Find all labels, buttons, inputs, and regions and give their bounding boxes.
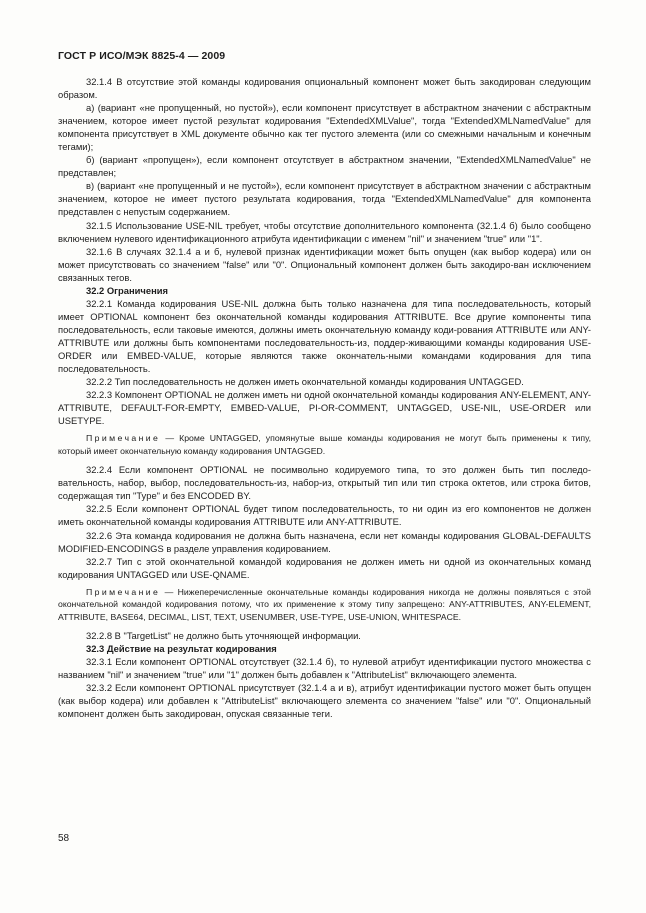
paragraph-32-1-4-a: а) (вариант «не пропущенный, но пустой»), если компонент присутствует в абстрактном значении с абстрактным значением, которое имеет пустой результат кодирования "ExtendedXMLValue", тогда "ExtendedXMLNamedValue" для компонента присутствует в XML документе обычно как тег пустого элемента (или со смежными начальным и конечным тегами);	[58, 102, 591, 153]
paragraph-32-2-1: 32.2.1 Команда кодирования USE-NIL должна быть только назначена для типа последовательность, который имеет OPTIONAL компонент без окончательной команды кодирования ATTRIBUTE. Все другие компоненты типа последовательность, если таковые имеются, должны иметь окончательную команду коди-рования ATTRIBUTE или ANY-ATTRIBUTE или должны быть компонентами последовательность-из, поддер-живающими команды кодирования USE-ORDER или EMBED-VALUE, которые являются также окончатель-ными командами кодирования для типа последовательность.	[58, 297, 591, 375]
document-body	[58, 75, 591, 721]
note-label: Примечание	[86, 433, 161, 444]
paragraph-32-2-2: 32.2.2 Тип последовательность не должен иметь окончательной команды кодирования UNTAGGED.	[86, 376, 524, 388]
paragraph-32-1-4-v: в) (вариант «не пропущенный и не пустой»), если компонент присутствует в абстрактном значении с абстрактным значением, которое не имеет пустого результата кодирования, тогда "ExtendedXMLNamedValue" для компонента представлен с непустым содержанием.	[58, 180, 591, 218]
paragraph-32-2-8: 32.2.8 В "TargetList" не должно быть уточняющей информации.	[86, 630, 361, 642]
note-2	[58, 586, 591, 624]
paragraph-32-2-5: 32.2.5 Если компонент OPTIONAL будет типом последовательность, то ни один из его компонентов не должен иметь окончательной команды кодирования ATTRIBUTE или ANY-ATTRIBUTE.	[58, 503, 591, 528]
paragraph-32-2-3: 32.2.3 Компонент OPTIONAL не должен иметь ни одной окончательной команды кодирования ANY-ELEMENT, ANY-ATTRIBUTE, DEFAULT-FOR-EMPTY, EMBED-VALUE, PI-OR-COMMENT, UNTAGGED, USE-NIL, USE-ORDER или USETYPE.	[58, 389, 591, 427]
paragraph-32-2-6: 32.2.6 Эта команда кодирования не должна быть назначена, если нет команды кодирования GLOBAL-DEFAULTS MODIFIED-ENCODINGS в разделе управления кодированием.	[58, 529, 591, 554]
page-number: 58	[58, 833, 70, 844]
note-text: — Кроме UNTAGGED, упомянутые выше команды кодирования не могут быть применены к типу, который имеет окончательную команду кодирования UNTAGGED.	[58, 433, 591, 456]
note-1	[58, 432, 591, 457]
paragraph-32-1-4: 32.1.4 В отсутствие этой команды кодирования опциональный компонент может быть закодирован следующим образом.	[58, 76, 591, 101]
section-heading-32-3: 32.3 Действие на результат кодирования	[86, 643, 277, 655]
note-label: Примечание	[86, 586, 161, 597]
paragraph-32-1-6: 32.1.6 В случаях 32.1.4 а и б, нулевой признак идентификации может быть опущен (как выбор кодера) или он может присутствовать со значением "false" или "0". Опциональный компонент должен быть закодиро-ван исключением связанных тегов.	[58, 245, 591, 283]
paragraph-32-1-4-b: б) (вариант «пропущен»), если компонент отсутствует в абстрактном значении, "ExtendedXMLNamedValue" не представлен;	[58, 154, 591, 179]
document-header: ГОСТ Р ИСО/МЭК 8825-4 — 2009	[58, 50, 226, 62]
paragraph-32-3-2: 32.3.2 Если компонент OPTIONAL присутствует (32.1.4 а и в), атрибут идентификации пустого может быть опущен (как выбор кодера) или добавлен к "AttributeList" включающего элемента со значением "false" или "0". Опциональный компонент должен быть закодирован, опуская связанные теги.	[58, 682, 591, 720]
paragraph-32-1-5: 32.1.5 Использование USE-NIL требует, чтобы отсутствие дополнительного компонента (32.1.4 б) было сообщено включением нулевого идентификационного атрибута идентификации с именем "nil" и значением "true" или "1".	[58, 219, 591, 244]
paragraph-32-2-4: 32.2.4 Если компонент OPTIONAL не посимвольно кодируемого типа, то это должен быть тип последо-вательность, набор, выбор, последовательность-из, набор-из, открытый тип или тип строка октетов, или строка битов, содержащая тип "Type" и без ENCODED BY.	[58, 464, 591, 502]
note-text: — Нижеперечисленные окончательные команды кодирования никогда не должны появляться с этой окончательной командой кодирования потому, что их применение к этому типу запрещено: ANY-ATTRIBUTES, ANY-ELEMENT, ATTRIBUTE, BASE64, DECIMAL, LIST, TEXT, USENUMBER, USE-TYPE, USE-UNION, WHITESPACE.	[58, 586, 591, 622]
paragraph-32-2-7: 32.2.7 Тип с этой окончательной командой кодирования не должен иметь ни одной из окончательных команд кодирования UNTAGGED или USE-QNAME.	[58, 555, 591, 580]
section-heading-32-2: 32.2 Ограничения	[86, 284, 168, 296]
paragraph-32-3-1: 32.3.1 Если компонент OPTIONAL отсутствует (32.1.4 б), то нулевой атрибут идентификации пустого множества с названием "nil" и значением "true" или "1" должен быть добавлен к "AttributeList" включающего элемента.	[58, 656, 591, 681]
